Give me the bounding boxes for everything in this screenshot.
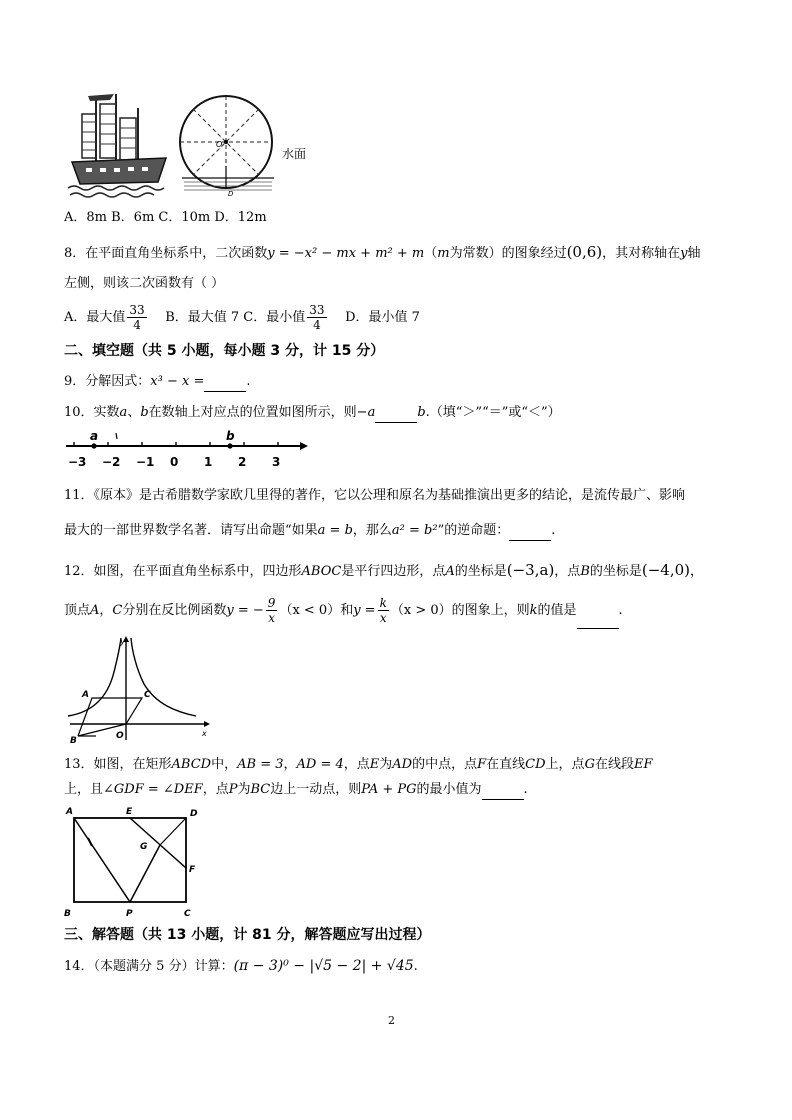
waterwheel-figure [174,92,324,198]
number-line-tick-label: −2 [102,455,121,469]
q12-coordinate-figure [64,632,214,744]
number-line-label-b: b [226,429,235,443]
fig-label-B: B [64,909,71,919]
fig-label-B: B [70,736,77,744]
fig-label-A: A [66,807,73,817]
number-line-tick-label: −3 [68,455,87,469]
svg-text:O: O [216,140,223,149]
q7-options: A．8m B．6m C．10m D．12m [64,210,267,225]
fig-label-y: y [120,637,126,647]
section-2-heading: 二、填空题（共 5 小题，每小题 3 分，计 15 分） [64,343,385,359]
q9: 9．分解因式：x³ − x = . [64,373,250,392]
number-line-label-a: a [90,429,99,443]
page-number: 2 [388,1014,395,1027]
q8-line2: 左侧，则该二次函数有（ ） [64,276,225,291]
number-line-tick-label: 2 [238,455,247,469]
fig-label-C: C [184,909,191,919]
q13-line1: 13．如图，在矩形ABCD中，AB = 3，AD = 4，点E为AD的中点，点F在直线CD上，点G在线段EF [64,757,653,772]
number-line-figure [62,428,312,472]
number-line-tick-label: 3 [272,455,281,469]
fig-label-P: P [126,909,133,919]
fig-label-F: F [189,865,196,875]
number-line-tick-label: 0 [170,455,179,469]
fig-label-A: A [82,690,89,700]
number-line-tick-label: −1 [136,455,155,469]
q11-line1: 11．《原本》是古希腊数学家欧几里得的著作，它以公理和原名为基础推演出更多的结论，是流传最广、影响 [64,488,686,503]
water-surface-label: 水面 [282,147,307,161]
q13-rectangle-figure [60,802,210,922]
q12-line1: 12．如图，在平面直角坐标系中，四边形ABOC是平行四边形，点A的坐标是(−3,a)，点B的坐标是(−4,0)， [64,561,704,579]
fig-label-O: O [116,731,124,741]
fig-label-x: x [202,729,207,738]
number-line-tick-label: 1 [204,455,213,469]
q14: 14．（本题满分 5 分）计算：(π − 3)⁰ − |√5 − 2| + √45. [64,958,418,974]
q10: 10．实数a、b在数轴上对应点的位置如图所示，则−a b.（填“＞”“＝”或“＜”） [64,404,561,423]
q11-line2: 最大的一部世界数学名著．请写出命题“如果a = b，那么a² = b²”的逆命题： . [64,522,555,541]
fig-label-D: D [190,809,198,819]
fig-label-E: E [126,807,133,817]
svg-text:D: D [228,190,234,198]
ship-figure [66,90,172,200]
fig-label-G: G [140,842,148,852]
q8-line1: 8．在平面直角坐标系中，二次函数y = −x² − mx + m² + m（m为常数）的图象经过(0,6)，其对称轴在y轴 [64,243,701,261]
q8-options: A．最大值 $\frac{33}{4}$ B．最大值 7 C．最小值 $\frac{33}{4}$ D．最小值 7 [64,303,420,332]
q12-line2: 顶点A，C分别在反比例函数y = − $\frac{9}{x}$ （x < 0）和y = $\frac{k}{x}$ （x > 0）的图象上，则k的值是 . [64,594,623,629]
section-3-heading: 三、解答题（共 13 小题，计 81 分，解答题应写出过程） [64,927,431,943]
q13-line2: 上，且∠GDF = ∠DEF，点P为BC边上一动点，则PA + PG的最小值为 . [64,781,528,800]
fig-label-C: C [144,690,151,700]
